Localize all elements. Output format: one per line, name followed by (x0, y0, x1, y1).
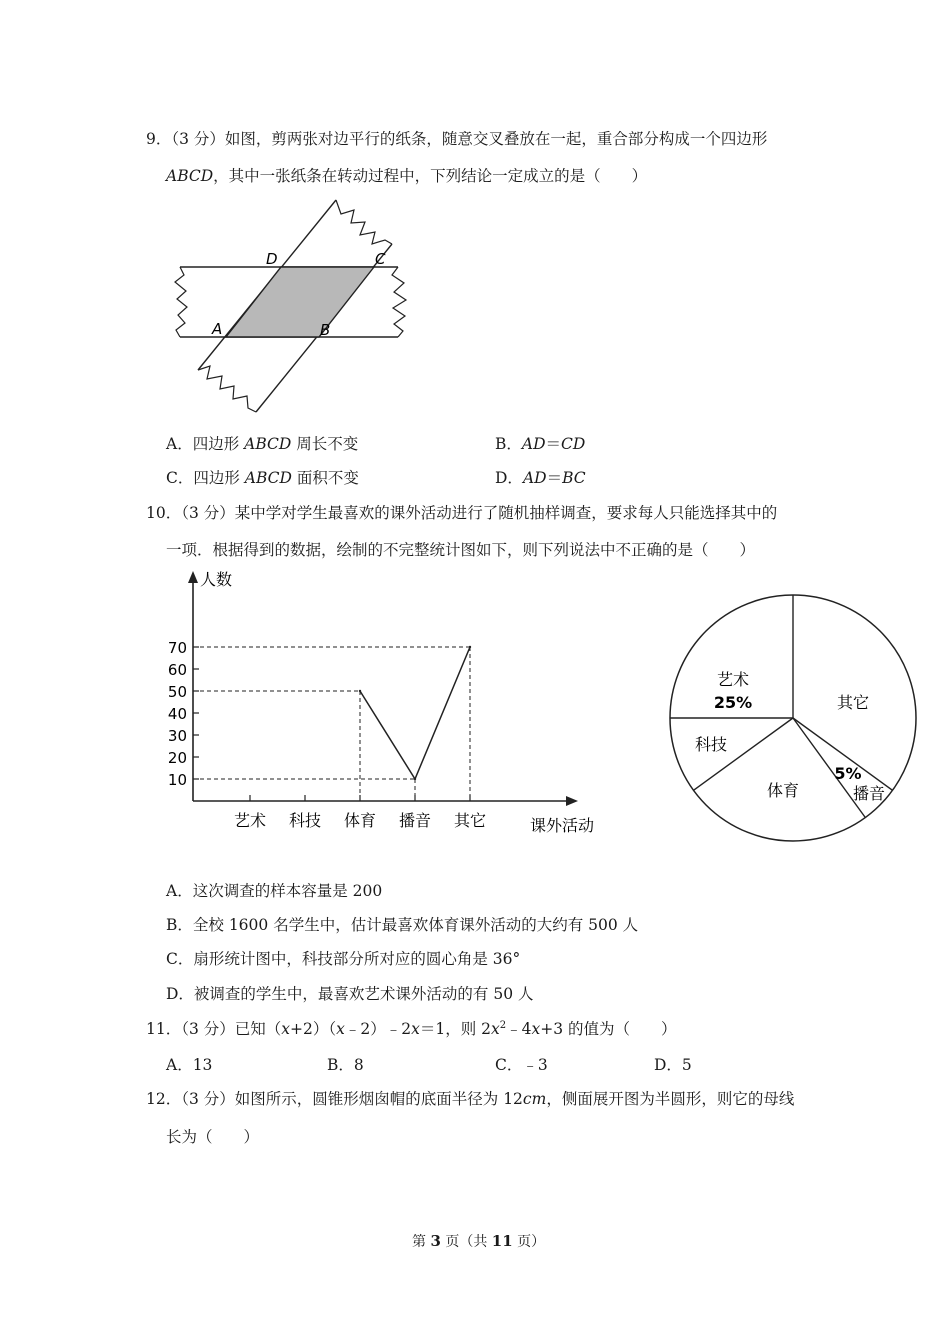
series-line (360, 647, 470, 779)
strip2-bottom-torn-edge (198, 366, 256, 412)
q11-stem (146, 1017, 677, 1039)
q9-option-c-em: ABCD (244, 469, 292, 487)
x-tick-label: 播音 (398, 811, 432, 830)
q11-option-b: B．8 (327, 1056, 364, 1074)
q12-stem-line1 (146, 1087, 794, 1109)
footer-total-pages: 11 (491, 1232, 513, 1250)
q11-option-c: C．﹣3 (495, 1056, 548, 1074)
footer-page-number: 3 (430, 1232, 441, 1250)
q9-abcd: ABCD (166, 167, 214, 185)
q11-option-a: A．13 (166, 1056, 213, 1074)
footer-pre: 第 (412, 1234, 431, 1250)
q9-option-b (495, 432, 585, 454)
q11-part-5: +3 的值为（ ） (540, 1020, 677, 1038)
q11-part-prefix: 11．（3 分）已知（ (146, 1020, 282, 1038)
q9-option-c-prefix: C．四边形 (166, 469, 245, 487)
q9-stem-rest: ，其中一张纸条在转动过程中，下列结论一定成立的是（ ） (213, 167, 648, 185)
y-axis-arrow (188, 571, 198, 583)
q9-option-a-em: ABCD (244, 435, 292, 453)
pie-label: 其它 (836, 693, 870, 712)
x-tick-label: 科技 (288, 811, 322, 830)
q9-option-a-suffix: 周长不变 (291, 435, 359, 453)
q11-var-x3: x (411, 1020, 420, 1038)
q11-var-x1: x (281, 1020, 291, 1038)
pie-percent-label: 5% (834, 764, 862, 783)
q9-paper-strips-figure (160, 192, 420, 422)
q9-option-d-prefix: D． (495, 469, 523, 487)
label-b: B (320, 321, 331, 339)
q9-option-a-prefix: A．四边形 (166, 435, 245, 453)
y-tick-label: 40 (167, 705, 187, 723)
strip1-right-torn-edge (392, 267, 406, 337)
q9-option-b-em2: CD (561, 435, 586, 453)
label-c: C (375, 250, 386, 268)
pie-chart (660, 590, 930, 855)
q11-var-x2: x (336, 1020, 345, 1038)
q11-var-x4: x (491, 1020, 500, 1038)
q9-option-d-em2: BC (562, 469, 586, 487)
q10-option-d: D．被调查的学生中，最喜欢艺术课外活动的有 50 人 (166, 985, 534, 1003)
q9-option-d (495, 466, 586, 488)
line-chart (160, 565, 620, 845)
label-a: A (212, 320, 223, 338)
q10-stem-line2: 一项．根据得到的数据，绘制的不完整统计图如下，则下列说法中不正确的是（ ） (166, 541, 756, 559)
q9-option-d-eq: ＝ (546, 469, 563, 487)
q9-option-b-em1: AD (521, 435, 546, 453)
parallelogram-abcd (226, 267, 374, 337)
footer-post: 页） (512, 1234, 546, 1250)
pie-percent-label: 25% (713, 693, 753, 712)
y-tick-label: 50 (167, 683, 187, 701)
y-tick-label: 30 (167, 727, 187, 745)
q12-stem-part-a: 12．（3 分）如图所示，圆锥形烟囱帽的底面半径为 12 (146, 1090, 523, 1108)
label-d: D (266, 250, 278, 268)
footer-mid: 页（共 (440, 1234, 492, 1250)
q12-unit: cm (522, 1090, 547, 1108)
q9-option-b-eq: ＝ (545, 435, 562, 453)
q11-option-d: D．5 (654, 1056, 692, 1074)
q9-option-a (166, 432, 358, 454)
pie-label: 播音 (852, 784, 886, 803)
x-tick-label: 其它 (453, 811, 487, 830)
q9-stem-line2 (166, 164, 647, 186)
x-tick-label: 艺术 (233, 811, 267, 830)
y-tick-label: 60 (167, 661, 187, 679)
x-axis-label: 课外活动 (530, 816, 595, 835)
q11-var-x5: x (531, 1020, 541, 1038)
x-axis-arrow (566, 796, 578, 806)
x-tick-label: 体育 (343, 811, 377, 830)
q11-part-3: ＝1，则 2 (419, 1020, 492, 1038)
q12-stem-part-b: ，侧面展开图为半圆形，则它的母线 (546, 1090, 795, 1108)
q9-option-b-prefix: B． (495, 435, 522, 453)
strip1-left-torn-edge (175, 267, 187, 337)
q10-option-c: C．扇形统计图中，科技部分所对应的圆心角是 36° (166, 950, 521, 968)
q9-stem-line1: 9．（3 分）如图，剪两张对边平行的纸条，随意交叉叠放在一起，重合部分构成一个四边形 (146, 130, 768, 148)
strip2-top-torn-edge (336, 200, 392, 244)
q9-option-c-suffix: 面积不变 (291, 469, 359, 487)
q10-option-b: B．全校 1600 名学生中，估计最喜欢体育课外活动的大约有 500 人 (166, 916, 639, 934)
q11-part-1: +2）（ (290, 1020, 337, 1038)
pie-label: 艺术 (716, 670, 750, 689)
q10-option-a: A．这次调查的样本容量是 200 (166, 882, 383, 900)
page-footer (412, 1231, 545, 1251)
q9-option-d-em1: AD (522, 469, 547, 487)
y-tick-label: 10 (167, 771, 187, 789)
pie-label: 科技 (694, 735, 728, 754)
q11-part-2: ﹣2）﹣2 (344, 1020, 412, 1038)
y-axis-label: 人数 (200, 570, 233, 589)
y-tick-label: 70 (167, 639, 187, 657)
q10-stem-line1: 10．（3 分）某中学对学生最喜欢的课外活动进行了随机抽样调查，要求每人只能选择其中的 (146, 504, 778, 522)
q9-option-c (166, 466, 359, 488)
y-tick-label: 20 (167, 749, 187, 767)
q11-exponent: 2 (499, 1019, 507, 1031)
q11-part-4: ﹣4 (506, 1020, 532, 1038)
q12-stem-line2: 长为（ ） (166, 1128, 260, 1146)
pie-label: 体育 (766, 781, 800, 800)
